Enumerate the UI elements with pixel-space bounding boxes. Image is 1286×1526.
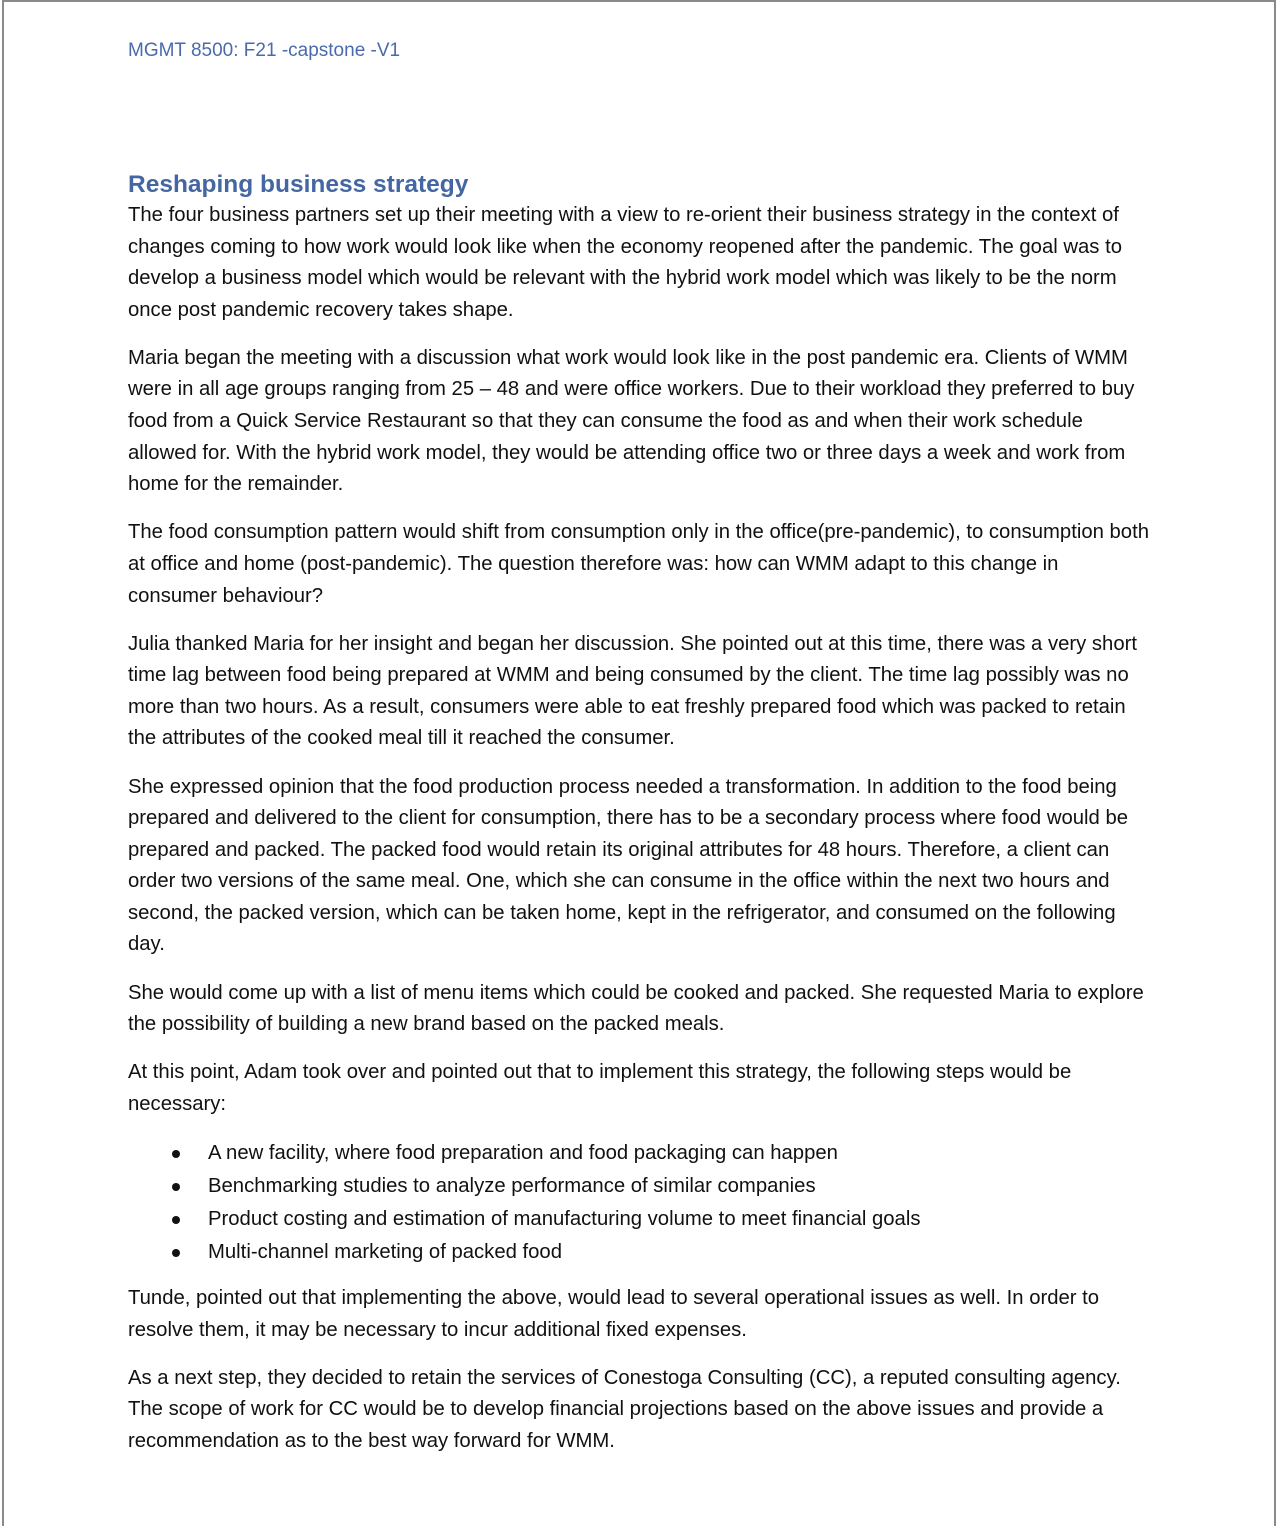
bullet-item (128, 1170, 1152, 1203)
bullet-list (128, 1137, 1152, 1269)
bullet-icon (172, 1216, 180, 1224)
paragraph: Maria began the meeting with a discussion what work would look like in the post pandemic era. Clients of WMM were in all age groups ranging from 25 – 48 and were office workers. Due to their workload they preferred to buy food from a Quick Service Restaurant so that they can consume the food as and when their work schedule allowed for. With the hybrid work model, they would be attending office two or three days a week and work from home for the remainder. (128, 346, 1135, 496)
paragraph: She expressed opinion that the food production process needed a transformation. In addition to the food being prepared and delivered to the client for consumption, there has to be a secondary process where food would be prepared and packed. The packed food would retain its original attributes for 48 hours. Therefore, a client can order two versions of the same meal. One, which she can consume in the office within the next two hours and second, the packed version, which can be taken home, kept in the refrigerator, and consumed on the following day. (128, 775, 1129, 956)
bullet-icon (172, 1183, 180, 1191)
bullet-text: Multi-channel marketing of packed food (208, 1240, 562, 1263)
bullet-text: Product costing and estimation of manufacturing volume to meet financial goals (208, 1207, 921, 1230)
bullet-text: Benchmarking studies to analyze performance of similar companies (208, 1174, 816, 1197)
paragraph: Julia thanked Maria for her insight and began her discussion. She pointed out at this time, there was a very short time lag between food being prepared at WMM and being consumed by the client. The time lag possibly was no more than two hours. As a result, consumers were able to eat freshly prepared food which was packed to retain the attributes of the cooked meal till it reached the consumer. (128, 632, 1137, 750)
section-title: Reshaping business strategy (128, 171, 469, 198)
paragraph: At this point, Adam took over and pointed out that to implement this strategy, the following steps would be necessary: (128, 1061, 1072, 1115)
paragraph: She would come up with a list of menu items which could be cooked and packed. She requested Maria to explore the possibility of building a new brand based on the packed meals. (128, 981, 1144, 1036)
document-body (128, 170, 1152, 1474)
bullet-item (128, 1203, 1152, 1236)
paragraph: As a next step, they decided to retain the services of Conestoga Consulting (CC), a reputed consulting agency. The scope of work for CC would be to develop financial projections based on the above issues and provide a recommendation as to the best way forward for WMM. (128, 1366, 1121, 1452)
bullet-icon (172, 1249, 180, 1257)
page-header: MGMT 8500: F21 -capstone -V1 (128, 40, 401, 61)
paragraph: Tunde, pointed out that implementing the above, would lead to several operational issues as well. In order to resolve them, it may be necessary to incur additional fixed expenses. (128, 1286, 1100, 1341)
paragraph: The food consumption pattern would shift from consumption only in the office(pre-pandemic), to consumption both at office and home (post-pandemic). The question therefore was: how can WMM adapt to this change in consumer behaviour? (128, 521, 1150, 607)
bullet-text: A new facility, where food preparation and food packaging can happen (208, 1141, 838, 1164)
bullet-icon (172, 1150, 180, 1158)
document-page (2, 0, 1276, 1526)
paragraph: The four business partners set up their meeting with a view to re-orient their business strategy in the context of changes coming to how work would look like when the economy reopened after the pandemic. The goal was to develop a business model which would be relevant with the hybrid work model which was likely to be the norm once post pandemic recovery takes shape. (128, 204, 1122, 321)
bullet-item (128, 1236, 1152, 1269)
bullet-item (128, 1137, 1152, 1170)
